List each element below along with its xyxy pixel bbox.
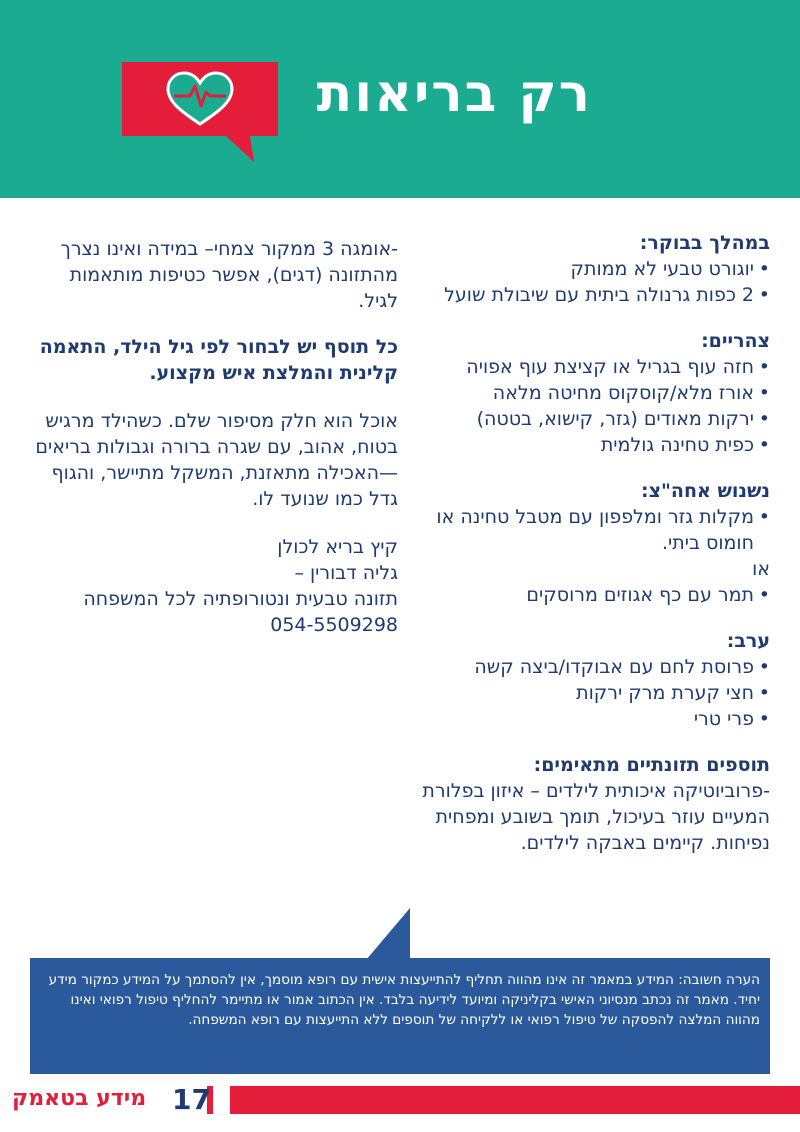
disclaimer-text: הערה חשובה: המידע במאמר זה אינו מהווה תחליף להתייעצות אישית עם רופא מוסמך, אין להסתמך על המידע כמקור מידע יחיד. מאמר זה נכתב מנסיוני האישי בקליניקה ומיועד לידיעה בלבד. אין הכתוב אמור או מתיימר להחליף טיפול רפואי ואינו מהווה המלצה להפסקה של טיפול רפואי או ללקיחה של תוספים ללא התייעצות עם רופא המשפחה.: [48, 972, 760, 1028]
list-item: • יוגורט טבעי לא ממותק: [385, 256, 770, 282]
list-item: • חזה עוף בגריל או קציצת עוף אפויה: [385, 354, 770, 380]
header-banner: [0, 0, 800, 198]
author-title: תזונה טבעית ונטורופתיה לכל המשפחה: [83, 588, 398, 610]
author-name: גליה דבורין –: [294, 562, 398, 584]
meal-plan-column: [385, 230, 770, 876]
note-bubble-tail: [366, 908, 426, 960]
list-item: • 2 כפות גרנולה ביתית עם שיבולת שועל: [385, 282, 770, 308]
lunch-section: [385, 328, 770, 458]
brand-logo: מידע בטאמק: [12, 1086, 147, 1111]
section-title: ערב:: [726, 630, 770, 652]
section-title: נשנוש אחה"צ:: [640, 480, 770, 502]
advice-column: [30, 236, 398, 638]
list-item: • חצי קערת מרק ירקות: [385, 680, 770, 706]
list-item: • מקלות גזר ומלפפון עם מטבל טחינה או חומוס ביתי.: [385, 504, 770, 556]
section-title: תוספים תזונתיים מתאימים:: [533, 754, 770, 776]
supplements-section: [385, 752, 770, 856]
list-item: • תמר עם כף אגוזים מרוסקים: [385, 582, 770, 608]
morning-section: [385, 230, 770, 308]
list-item: • ירקות מאודים (גזר, קישוא, בטטה): [385, 406, 770, 432]
list-item: • פרוסת לחם עם אבוקדו/ביצה קשה: [385, 654, 770, 680]
supplements-text: -פרוביוטיקה איכותית לילדים – איזון בפלורת המעיים עוזר בעיכול, תומך בשובע ומפחית נפיחות. קיימים באבקה לילדים.: [422, 780, 770, 854]
list-item: • אורז מלא/קוסקוס מחיטה מלאה: [385, 380, 770, 406]
or-text: או: [752, 558, 770, 580]
disclaimer-box: [30, 958, 770, 1074]
section-title: צהריים:: [701, 330, 770, 352]
signature-block: [30, 534, 398, 638]
section-title: במהלך בבוקר:: [639, 232, 770, 254]
supplement-warning: כל תוסף יש לבחור לפי גיל הילד, התאמה קלינית והמלצת איש מקצוע.: [39, 336, 398, 384]
list-item: • כפית טחינה גולמית: [385, 432, 770, 458]
list-item: • פרי טרי: [385, 706, 770, 732]
page-number: 17: [172, 1083, 211, 1116]
speech-bubble-logo: [122, 62, 278, 166]
snack-section: [385, 478, 770, 608]
closing-paragraph: אוכל הוא חלק מסיפור שלם. כשהילד מרגיש בטוח, אהוב, עם שגרה ברורה וגבולות בריאים—האכילה מתאזנת, המשקל מתיישר, והגוף גדל כמו שנועד לו.: [35, 410, 398, 510]
heart-pulse-icon: [122, 62, 278, 166]
page-title: רק בריאות: [316, 64, 592, 124]
sign-greeting: קיץ בריא לכולן: [277, 536, 398, 558]
phone-number: 054-5509298: [270, 614, 398, 636]
dinner-section: [385, 628, 770, 732]
omega-text: -אומגה 3 ממקור צמחי– במידה ואינו נצרך מהתזונה (דגים), אפשר כטיפות מותאמות לגיל.: [60, 238, 398, 312]
